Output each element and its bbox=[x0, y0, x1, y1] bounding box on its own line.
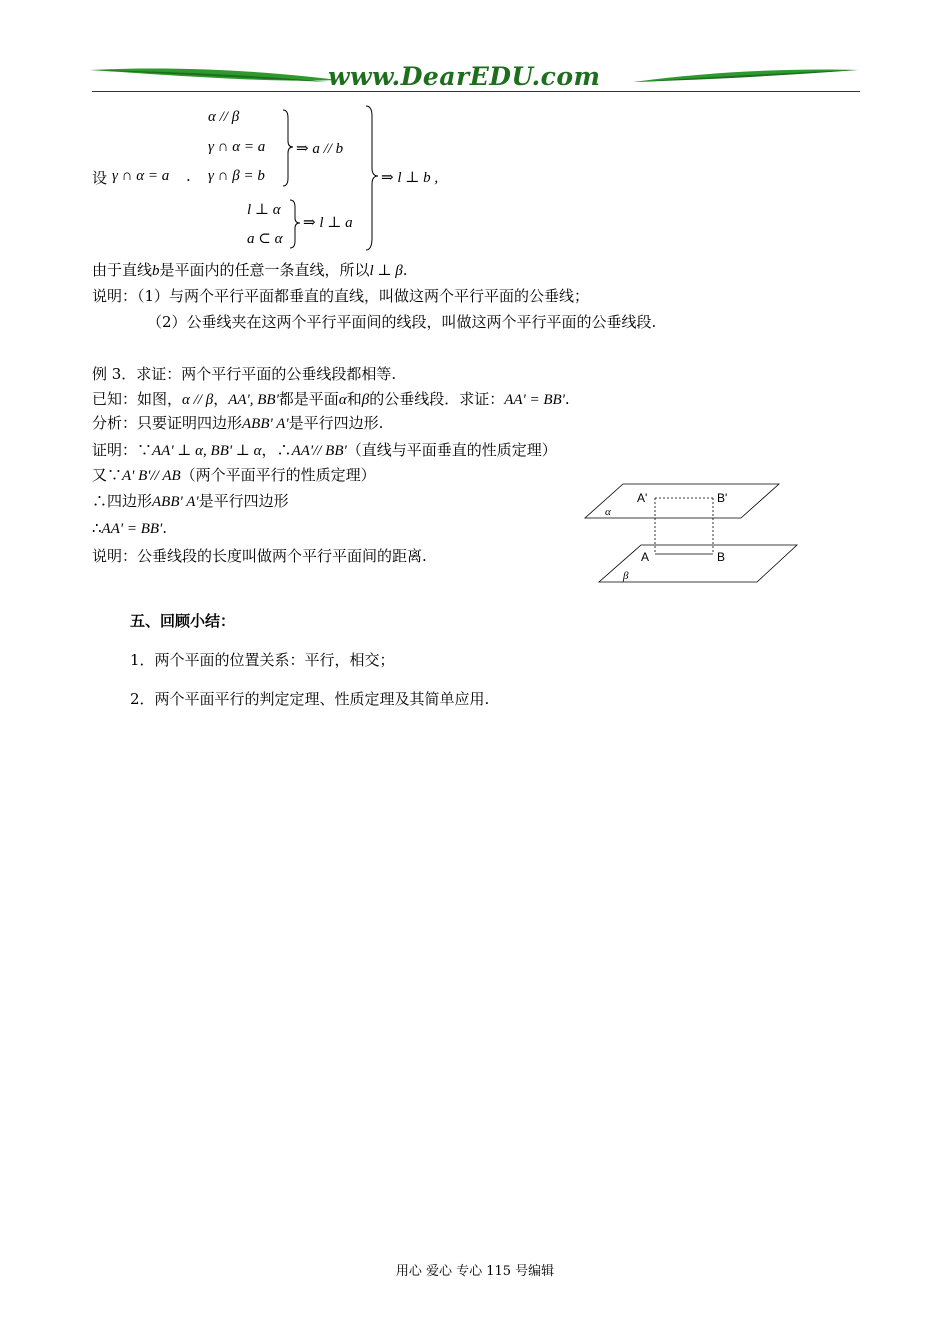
plane-alpha bbox=[585, 484, 779, 518]
analysis-text: 是平行四边形. bbox=[288, 414, 384, 432]
note-2: （2）公垂线夹在这两个平行平面间的线段，叫做这两个平行平面的公垂线段. bbox=[147, 313, 657, 331]
condition-b1: l ⊥ α bbox=[247, 202, 281, 218]
conclusion-text-2: 是平面内的任意一条直线，所以 bbox=[159, 261, 370, 279]
proof-reason: （直线与平面垂直的性质定理） bbox=[346, 441, 557, 459]
set-expression: γ ∩ α = a bbox=[112, 168, 170, 184]
brace-a bbox=[281, 108, 295, 188]
note-3: 说明：公垂线段的长度叫做两个平行平面间的距离. bbox=[92, 547, 427, 565]
given-alpha: α bbox=[338, 392, 347, 408]
given-line bbox=[92, 389, 570, 410]
again-reason: （两个平面平行的性质定理） bbox=[180, 466, 376, 484]
again-label: 又∵ bbox=[92, 466, 123, 484]
condition-a2: γ ∩ α = a bbox=[208, 139, 266, 155]
note-1: 说明：（1）与两个平行平面都垂直的直线，叫做这两个平行平面的公垂线； bbox=[92, 287, 590, 305]
page-footer: 用心 爱心 专心 115 号编辑 bbox=[395, 1264, 555, 1279]
given-expr-2: AA', BB' bbox=[228, 392, 279, 408]
given-dot: . bbox=[564, 390, 570, 408]
header-logo bbox=[88, 58, 863, 98]
given-and: 和 bbox=[346, 390, 362, 408]
condition-a3: γ ∩ β = b bbox=[208, 168, 265, 184]
proof-expr-2: AA'// BB' bbox=[291, 443, 347, 459]
summary-item-1: 1．两个平面的位置关系：平行，相交； bbox=[130, 651, 395, 669]
thus-line bbox=[92, 491, 289, 512]
expr-l-perp-beta: l ⊥ β bbox=[369, 263, 403, 279]
thus-text: 是平行四边形 bbox=[198, 492, 289, 510]
analysis-expr: ABB' A' bbox=[242, 416, 289, 432]
given-text-2: 的公垂线段．求证： bbox=[369, 390, 505, 408]
result-b: ⇒ l ⊥ a bbox=[303, 215, 353, 231]
label-b: B bbox=[717, 550, 726, 564]
site-logo-text: www.DearEDU.com bbox=[328, 62, 601, 91]
summary-item-2: 2．两个平面平行的判定定理、性质定理及其简单应用. bbox=[130, 690, 490, 708]
given-text-1: 都是平面 bbox=[278, 390, 339, 408]
conclusion-line bbox=[92, 260, 408, 281]
analysis-label: 分析：只要证明四边形 bbox=[92, 414, 243, 432]
summary-title: 五、回顾小结： bbox=[130, 612, 236, 630]
parallel-planes-figure bbox=[583, 478, 803, 586]
analysis-line bbox=[92, 413, 383, 434]
thus-label: ∴四边形 bbox=[92, 492, 153, 510]
plane-beta bbox=[599, 545, 797, 582]
given-expr-1: α // β bbox=[182, 392, 214, 408]
proof-label: 证明：∵ bbox=[92, 441, 153, 459]
given-expr-3: AA' = BB' bbox=[504, 392, 565, 408]
final-line bbox=[92, 518, 167, 539]
given-label: 已知：如图， bbox=[92, 390, 183, 408]
again-expr: A' B'// AB bbox=[122, 468, 181, 484]
condition-a1: α // β bbox=[208, 109, 240, 125]
given-beta: β bbox=[361, 392, 370, 408]
set-prefix: 设 bbox=[92, 169, 108, 187]
brace-b bbox=[288, 198, 302, 250]
result-final: ⇒ l ⊥ b , bbox=[381, 170, 439, 186]
example-3-title: 例 3．求证：两个平行平面的公垂线段都相等. bbox=[92, 365, 397, 383]
again-line bbox=[92, 465, 376, 486]
thus-expr: ABB' A' bbox=[152, 494, 199, 510]
brace-outer bbox=[364, 104, 380, 252]
proof-therefore: ，∴ bbox=[261, 441, 292, 459]
final-dot: . bbox=[162, 519, 168, 537]
proof-expr-1: AA' ⊥ α, BB' ⊥ α bbox=[152, 443, 262, 459]
label-a-prime: A' bbox=[637, 491, 648, 505]
set-dot: . bbox=[186, 167, 191, 185]
conclusion-text-1: 由于直线 bbox=[92, 261, 153, 279]
label-a: A bbox=[641, 550, 650, 564]
result-a: ⇒ a // b bbox=[296, 141, 344, 157]
label-b-prime: B' bbox=[717, 491, 728, 505]
final-therefore: ∴ bbox=[92, 519, 102, 537]
label-alpha: α bbox=[605, 506, 611, 518]
label-beta: β bbox=[623, 570, 629, 582]
given-comma: ， bbox=[213, 390, 229, 408]
var-b: b bbox=[152, 263, 160, 279]
final-expr: AA' = BB' bbox=[101, 521, 163, 537]
condition-b2: a ⊂ α bbox=[247, 231, 283, 247]
header-rule bbox=[92, 91, 860, 92]
proof-line bbox=[92, 440, 557, 461]
conclusion-dot: . bbox=[402, 261, 408, 279]
